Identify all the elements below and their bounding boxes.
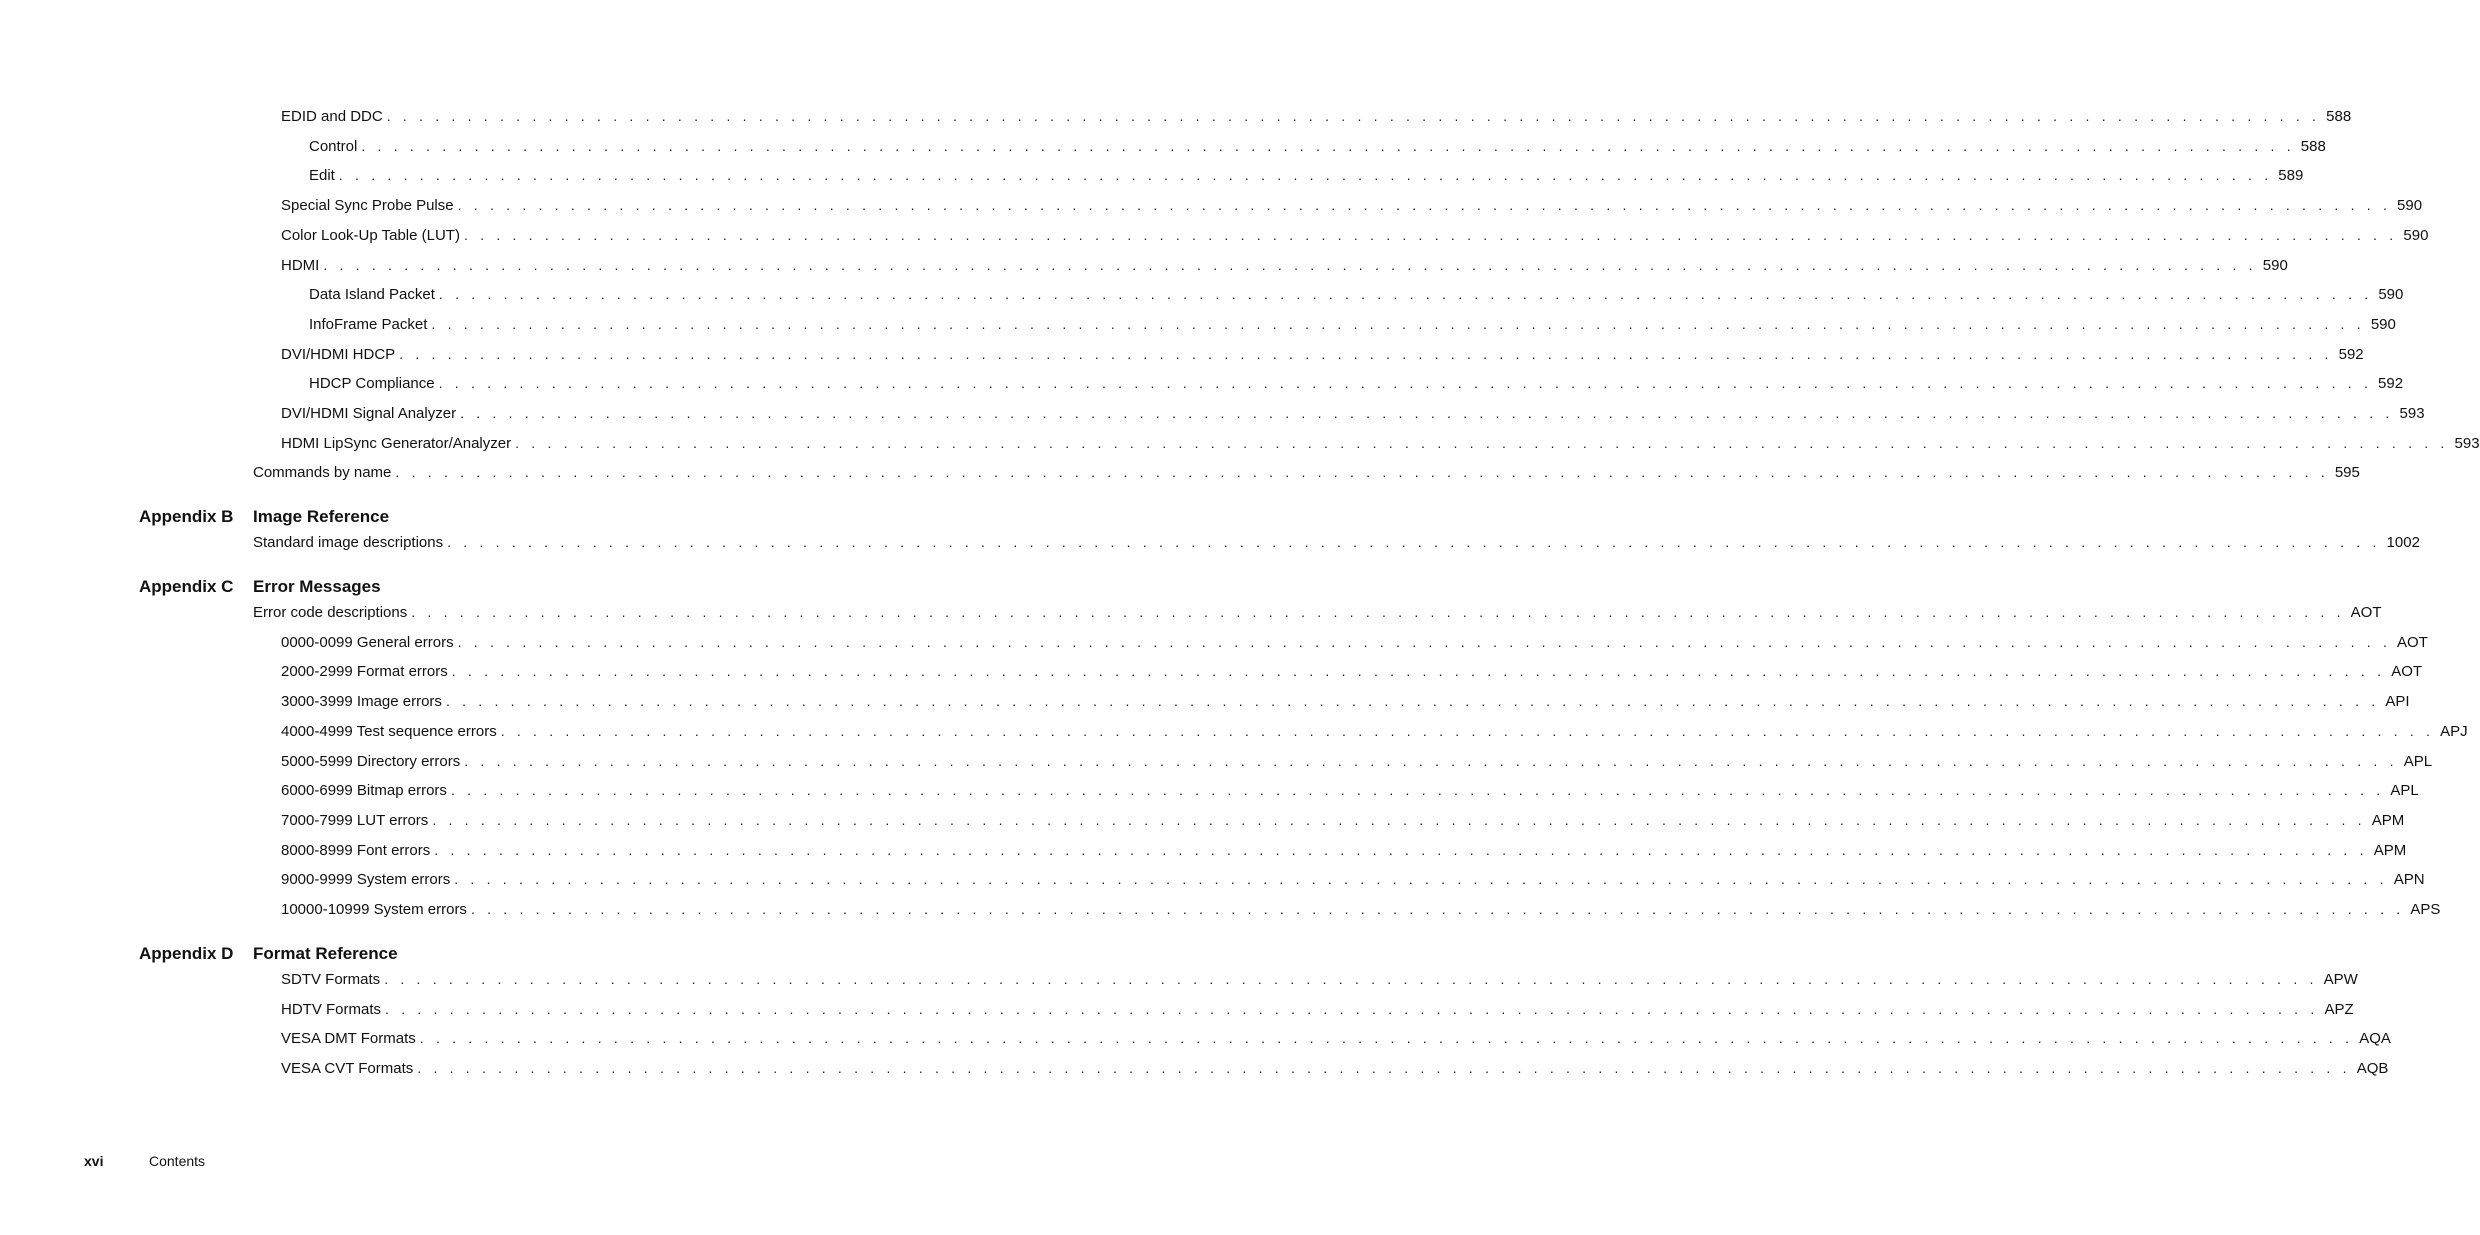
- toc-entry-title: 9000-9999 System errors: [281, 871, 451, 889]
- toc-entry[interactable]: [281, 225, 2429, 245]
- toc-entry-title: HDMI LipSync Generator/Analyzer: [281, 434, 512, 452]
- toc-entry[interactable]: [281, 195, 2423, 215]
- toc-entry-page: APL: [2403, 752, 2433, 770]
- toc-entry-title: Commands by name: [253, 464, 392, 482]
- toc-entry-title: Error code descriptions: [253, 604, 408, 621]
- dot-leader: . . . . . . . . . . . . . . . . . . . . . . . . . . . . . . . . . . . . . . . . . . . . . . . . . . . . . . . . . . . . . . . . . . . . . . . . . . . . . . . . . . . . . . . . . . . . . . . . . . . . . . . . . . . . . . . . . . . . . . . .: [515, 434, 2449, 451]
- toc-entry-page: 590: [2262, 256, 2288, 274]
- appendix-title[interactable]: Image Reference: [253, 507, 390, 526]
- dot-leader: . . . . . . . . . . . . . . . . . . . . . . . . . . . . . . . . . . . . . . . . . . . . . . . . . . . . . . . . . . . . . . . . . . . . . . . . . . . . . . . . . . . . . . . . . . . . . . . . . . . . . . . . . . . . . . . . . . . . . . . .: [431, 315, 2365, 332]
- toc-entry-page: 590: [2378, 286, 2404, 304]
- dot-leader: . . . . . . . . . . . . . . . . . . . . . . . . . . . . . . . . . . . . . . . . . . . . . . . . . . . . . . . . . . . . . . . . . . . . . . . . . . . . . . . . . . . . . . . . . . . . . . . . . . . . . . . . . . . . . . . . . . . . . . . .: [432, 811, 2366, 828]
- dot-leader: . . . . . . . . . . . . . . . . . . . . . . . . . . . . . . . . . . . . . . . . . . . . . . . . . . . . . . . . . . . . . . . . . . . . . . . . . . . . . . . . . . . . . . . . . . . . . . . . . . . . . . . . . . . . . . . . . . . . . . . .: [460, 405, 2394, 421]
- toc-entry-page: 590: [2403, 226, 2429, 244]
- toc-entry[interactable]: [309, 165, 2304, 185]
- toc-entry-page: AOT: [2350, 604, 2382, 621]
- toc-entry-page: APN: [2393, 871, 2425, 889]
- dot-leader: . . . . . . . . . . . . . . . . . . . . . . . . . . . . . . . . . . . . . . . . . . . . . . . . . . . . . . . . . . . . . . . . . . . . . . . . . . . . . . . . . . . . . . . . . . . . . . . . . . . . . . . . . . . . . . . . . . . . . . . .: [457, 197, 2392, 214]
- toc-entry[interactable]: [281, 869, 2425, 889]
- toc-entry-title: 10000-10999 System errors: [281, 901, 467, 918]
- toc-entry[interactable]: [281, 433, 2480, 453]
- toc-entry[interactable]: [281, 255, 2288, 275]
- dot-leader: . . . . . . . . . . . . . . . . . . . . . . . . . . . . . . . . . . . . . . . . . . . . . . . . . . . . . . . . . . . . . . . . . . . . . . . . . . . . . . . . . . . . . . . . . . . . . . . . . . . . . . . . . . . . . . . . . . . . . . . .: [500, 722, 2435, 739]
- dot-leader: . . . . . . . . . . . . . . . . . . . . . . . . . . . . . . . . . . . . . . . . . . . . . . . . . . . . . . . . . . . . . . . . . . . . . . . . . . . . . . . . . . . . . . . . . . . . . . . . . . . . . . . . . . . . . . . . . . . . . . . .: [395, 464, 2329, 481]
- dot-leader: . . . . . . . . . . . . . . . . . . . . . . . . . . . . . . . . . . . . . . . . . . . . . . . . . . . . . . . . . . . . . . . . . . . . . . . . . . . . . . . . . . . . . . . . . . . . . . . . . . . . . . . . . . . . . . . . . . . . . . . .: [451, 663, 2386, 680]
- toc-entry-title: Color Look-Up Table (LUT): [281, 226, 460, 244]
- dot-leader: . . . . . . . . . . . . . . . . . . . . . . . . . . . . . . . . . . . . . . . . . . . . . . . . . . . . . . . . . . . . . . . . . . . . . . . . . . . . . . . . . . . . . . . . . . . . . . . . . . . . . . . . . . . . . . . . . . . . . . . .: [361, 137, 2295, 154]
- toc-entry[interactable]: [281, 899, 2441, 919]
- toc-entry-page: AOT: [2391, 663, 2423, 681]
- toc-entry[interactable]: [309, 373, 2404, 393]
- dot-leader: . . . . . . . . . . . . . . . . . . . . . . . . . . . . . . . . . . . . . . . . . . . . . . . . . . . . . . . . . . . . . . . . . . . . . . . . . . . . . . . . . . . . . . . . . . . . . . . . . . . . . . . . . . . . . . . . . . . . . . . .: [438, 375, 2373, 392]
- toc-entry-title: SDTV Formats: [281, 971, 381, 988]
- toc-entry-title: HDCP Compliance: [309, 375, 435, 393]
- toc-entry-page: APM: [2371, 811, 2405, 829]
- toc-entry-title: Control: [309, 137, 358, 155]
- dot-leader: . . . . . . . . . . . . . . . . . . . . . . . . . . . . . . . . . . . . . . . . . . . . . . . . . . . . . . . . . . . . . . . . . . . . . . . . . . . . . . . . . . . . . . . . . . . . . . . . . . . . . . . . . . . . . . . . . . . . . . . .: [411, 604, 2345, 620]
- toc-entry[interactable]: [253, 462, 2360, 482]
- toc-entry-title: Data Island Packet: [309, 286, 435, 304]
- toc-entry-title: Special Sync Probe Pulse: [281, 197, 454, 215]
- toc-entry-title: DVI/HDMI HDCP: [281, 345, 396, 363]
- toc-entry[interactable]: [253, 532, 2420, 552]
- toc-entry-page: APZ: [2324, 1000, 2354, 1018]
- dot-leader: . . . . . . . . . . . . . . . . . . . . . . . . . . . . . . . . . . . . . . . . . . . . . . . . . . . . . . . . . . . . . . . . . . . . . . . . . . . . . . . . . . . . . . . . . . . . . . . . . . . . . . . . . . . . . . . . . . . . . . . .: [438, 286, 2373, 303]
- toc-entry-page: 592: [2338, 345, 2364, 363]
- toc-entry[interactable]: [281, 840, 2407, 860]
- toc-entry[interactable]: [281, 999, 2354, 1019]
- toc-entry-title: 2000-2999 Format errors: [281, 663, 448, 681]
- toc-entry[interactable]: [281, 344, 2364, 364]
- toc-entry-page: 593: [2454, 434, 2480, 452]
- toc-entry-page: 593: [2399, 405, 2425, 422]
- appendix-label: Appendix B: [139, 507, 234, 526]
- footer-page-number: xvi: [84, 1153, 104, 1169]
- dot-leader: . . . . . . . . . . . . . . . . . . . . . . . . . . . . . . . . . . . . . . . . . . . . . . . . . . . . . . . . . . . . . . . . . . . . . . . . . . . . . . . . . . . . . . . . . . . . . . . . . . . . . . . . . . . . . . . . . . . . . . . .: [464, 752, 2398, 769]
- toc-entry-title: 6000-6999 Bitmap errors: [281, 782, 447, 800]
- toc-entry-page: 590: [2397, 197, 2423, 215]
- toc-entry[interactable]: [281, 632, 2428, 652]
- toc-entry[interactable]: [309, 284, 2404, 304]
- dot-leader: . . . . . . . . . . . . . . . . . . . . . . . . . . . . . . . . . . . . . . . . . . . . . . . . . . . . . . . . . . . . . . . . . . . . . . . . . . . . . . . . . . . . . . . . . . . . . . . . . . . . . . . . . . . . . . . . . . . . . . . .: [454, 871, 2388, 888]
- toc-entry[interactable]: [281, 691, 2410, 711]
- toc-entry-title: HDTV Formats: [281, 1000, 382, 1018]
- toc-entry-title: EDID and DDC: [281, 108, 383, 125]
- toc-entry-page: 590: [2370, 315, 2396, 333]
- appendix-label: Appendix D: [139, 944, 234, 963]
- toc-entry-title: VESA CVT Formats: [281, 1060, 414, 1078]
- dot-leader: . . . . . . . . . . . . . . . . . . . . . . . . . . . . . . . . . . . . . . . . . . . . . . . . . . . . . . . . . . . . . . . . . . . . . . . . . . . . . . . . . . . . . . . . . . . . . . . . . . . . . . . . . . . . . . . . . . . . . . . .: [434, 841, 2368, 858]
- dot-leader: . . . . . . . . . . . . . . . . . . . . . . . . . . . . . . . . . . . . . . . . . . . . . . . . . . . . . . . . . . . . . . . . . . . . . . . . . . . . . . . . . . . . . . . . . . . . . . . . . . . . . . . . . . . . . . . . . . . . . . . .: [445, 693, 2380, 710]
- toc-entry-title: InfoFrame Packet: [309, 315, 428, 333]
- toc-entry-title: DVI/HDMI Signal Analyzer: [281, 405, 457, 422]
- dot-leader: . . . . . . . . . . . . . . . . . . . . . . . . . . . . . . . . . . . . . . . . . . . . . . . . . . . . . . . . . . . . . . . . . . . . . . . . . . . . . . . . . . . . . . . . . . . . . . . . . . . . . . . . . . . . . . . . . . . . . . . .: [463, 226, 2398, 243]
- toc-entry[interactable]: [281, 780, 2419, 800]
- toc-entry-page: AQA: [2359, 1030, 2391, 1048]
- appendix-title[interactable]: Format Reference: [253, 944, 398, 963]
- toc-entry-page: 588: [2300, 137, 2326, 155]
- toc-entry-page: 588: [2326, 108, 2352, 125]
- toc-entry-page: APJ: [2440, 722, 2468, 740]
- toc-entry-title: Standard image descriptions: [253, 534, 444, 551]
- toc-entry[interactable]: [281, 810, 2405, 830]
- toc-entry-title: 3000-3999 Image errors: [281, 693, 442, 711]
- toc-entry[interactable]: [281, 403, 2425, 423]
- toc-entry-page: AOT: [2397, 633, 2428, 651]
- toc-entry-title: VESA DMT Formats: [281, 1030, 416, 1048]
- toc-entry-page: AQB: [2356, 1060, 2389, 1078]
- toc-entry[interactable]: [281, 1028, 2391, 1048]
- dot-leader: . . . . . . . . . . . . . . . . . . . . . . . . . . . . . . . . . . . . . . . . . . . . . . . . . . . . . . . . . . . . . . . . . . . . . . . . . . . . . . . . . . . . . . . . . . . . . . . . . . . . . . . . . . . . . . . . . . . . . . . .: [417, 1060, 2351, 1077]
- toc-entry-page: 595: [2334, 464, 2360, 482]
- dot-leader: . . . . . . . . . . . . . . . . . . . . . . . . . . . . . . . . . . . . . . . . . . . . . . . . . . . . . . . . . . . . . . . . . . . . . . . . . . . . . . . . . . . . . . . . . . . . . . . . . . . . . . . . . . . . . . . . . . . . . . . .: [457, 633, 2392, 650]
- toc-entry-page: 592: [2378, 375, 2404, 393]
- dot-leader: . . . . . . . . . . . . . . . . . . . . . . . . . . . . . . . . . . . . . . . . . . . . . . . . . . . . . . . . . . . . . . . . . . . . . . . . . . . . . . . . . . . . . . . . . . . . . . . . . . . . . . . . . . . . . . . . . . . . . . . .: [399, 345, 2333, 362]
- footer-section-label: Contents: [149, 1153, 206, 1169]
- appendix-label: Appendix C: [139, 577, 234, 596]
- dot-leader: . . . . . . . . . . . . . . . . . . . . . . . . . . . . . . . . . . . . . . . . . . . . . . . . . . . . . . . . . . . . . . . . . . . . . . . . . . . . . . . . . . . . . . . . . . . . . . . . . . . . . . . . . . . . . . . . . . . . . . . .: [384, 971, 2318, 987]
- toc-entry-page: APW: [2323, 971, 2358, 988]
- dot-leader: . . . . . . . . . . . . . . . . . . . . . . . . . . . . . . . . . . . . . . . . . . . . . . . . . . . . . . . . . . . . . . . . . . . . . . . . . . . . . . . . . . . . . . . . . . . . . . . . . . . . . . . . . . . . . . . . . . . . . . . .: [323, 256, 2257, 273]
- toc-entry[interactable]: [281, 721, 2468, 741]
- toc-entry[interactable]: [281, 1058, 2389, 1078]
- toc-entry-title: 5000-5999 Directory errors: [281, 752, 461, 770]
- toc-entry-title: HDMI: [281, 256, 320, 274]
- dot-leader: . . . . . . . . . . . . . . . . . . . . . . . . . . . . . . . . . . . . . . . . . . . . . . . . . . . . . . . . . . . . . . . . . . . . . . . . . . . . . . . . . . . . . . . . . . . . . . . . . . . . . . . . . . . . . . . . . . . . . . . .: [447, 534, 2381, 550]
- appendix-title[interactable]: Error Messages: [253, 577, 381, 596]
- toc-entry-title: Edit: [309, 167, 335, 185]
- toc-entry[interactable]: [281, 106, 2352, 126]
- toc-entry-page: 1002: [2386, 534, 2420, 551]
- toc-entry[interactable]: [253, 602, 2382, 622]
- toc-entry-page: APM: [2373, 841, 2407, 859]
- toc-entry[interactable]: [281, 751, 2433, 771]
- dot-leader: . . . . . . . . . . . . . . . . . . . . . . . . . . . . . . . . . . . . . . . . . . . . . . . . . . . . . . . . . . . . . . . . . . . . . . . . . . . . . . . . . . . . . . . . . . . . . . . . . . . . . . . . . . . . . . . . . . . . . . . .: [385, 1000, 2319, 1017]
- dot-leader: . . . . . . . . . . . . . . . . . . . . . . . . . . . . . . . . . . . . . . . . . . . . . . . . . . . . . . . . . . . . . . . . . . . . . . . . . . . . . . . . . . . . . . . . . . . . . . . . . . . . . . . . . . . . . . . . . . . . . . . .: [338, 167, 2273, 184]
- dot-leader: . . . . . . . . . . . . . . . . . . . . . . . . . . . . . . . . . . . . . . . . . . . . . . . . . . . . . . . . . . . . . . . . . . . . . . . . . . . . . . . . . . . . . . . . . . . . . . . . . . . . . . . . . . . . . . . . . . . . . . . .: [470, 901, 2405, 917]
- toc-entry-page: 589: [2278, 167, 2304, 185]
- toc-entry-title: 0000-0099 General errors: [281, 633, 454, 651]
- toc-entry[interactable]: [309, 136, 2326, 156]
- dot-leader: . . . . . . . . . . . . . . . . . . . . . . . . . . . . . . . . . . . . . . . . . . . . . . . . . . . . . . . . . . . . . . . . . . . . . . . . . . . . . . . . . . . . . . . . . . . . . . . . . . . . . . . . . . . . . . . . . . . . . . . .: [450, 782, 2385, 799]
- toc-entry-title: 7000-7999 LUT errors: [281, 811, 429, 829]
- toc-entry[interactable]: [309, 314, 2396, 334]
- toc-entry-page: APS: [2410, 901, 2441, 918]
- toc-entry-page: API: [2385, 693, 2410, 711]
- toc-entry-title: 4000-4999 Test sequence errors: [281, 722, 497, 740]
- toc-entry-title: 8000-8999 Font errors: [281, 841, 431, 859]
- toc-entry[interactable]: [281, 661, 2423, 681]
- dot-leader: . . . . . . . . . . . . . . . . . . . . . . . . . . . . . . . . . . . . . . . . . . . . . . . . . . . . . . . . . . . . . . . . . . . . . . . . . . . . . . . . . . . . . . . . . . . . . . . . . . . . . . . . . . . . . . . . . . . . . . . .: [386, 108, 2321, 124]
- dot-leader: . . . . . . . . . . . . . . . . . . . . . . . . . . . . . . . . . . . . . . . . . . . . . . . . . . . . . . . . . . . . . . . . . . . . . . . . . . . . . . . . . . . . . . . . . . . . . . . . . . . . . . . . . . . . . . . . . . . . . . . .: [419, 1030, 2354, 1047]
- toc-entry[interactable]: [281, 969, 2358, 989]
- toc-entry-page: APL: [2390, 782, 2419, 800]
